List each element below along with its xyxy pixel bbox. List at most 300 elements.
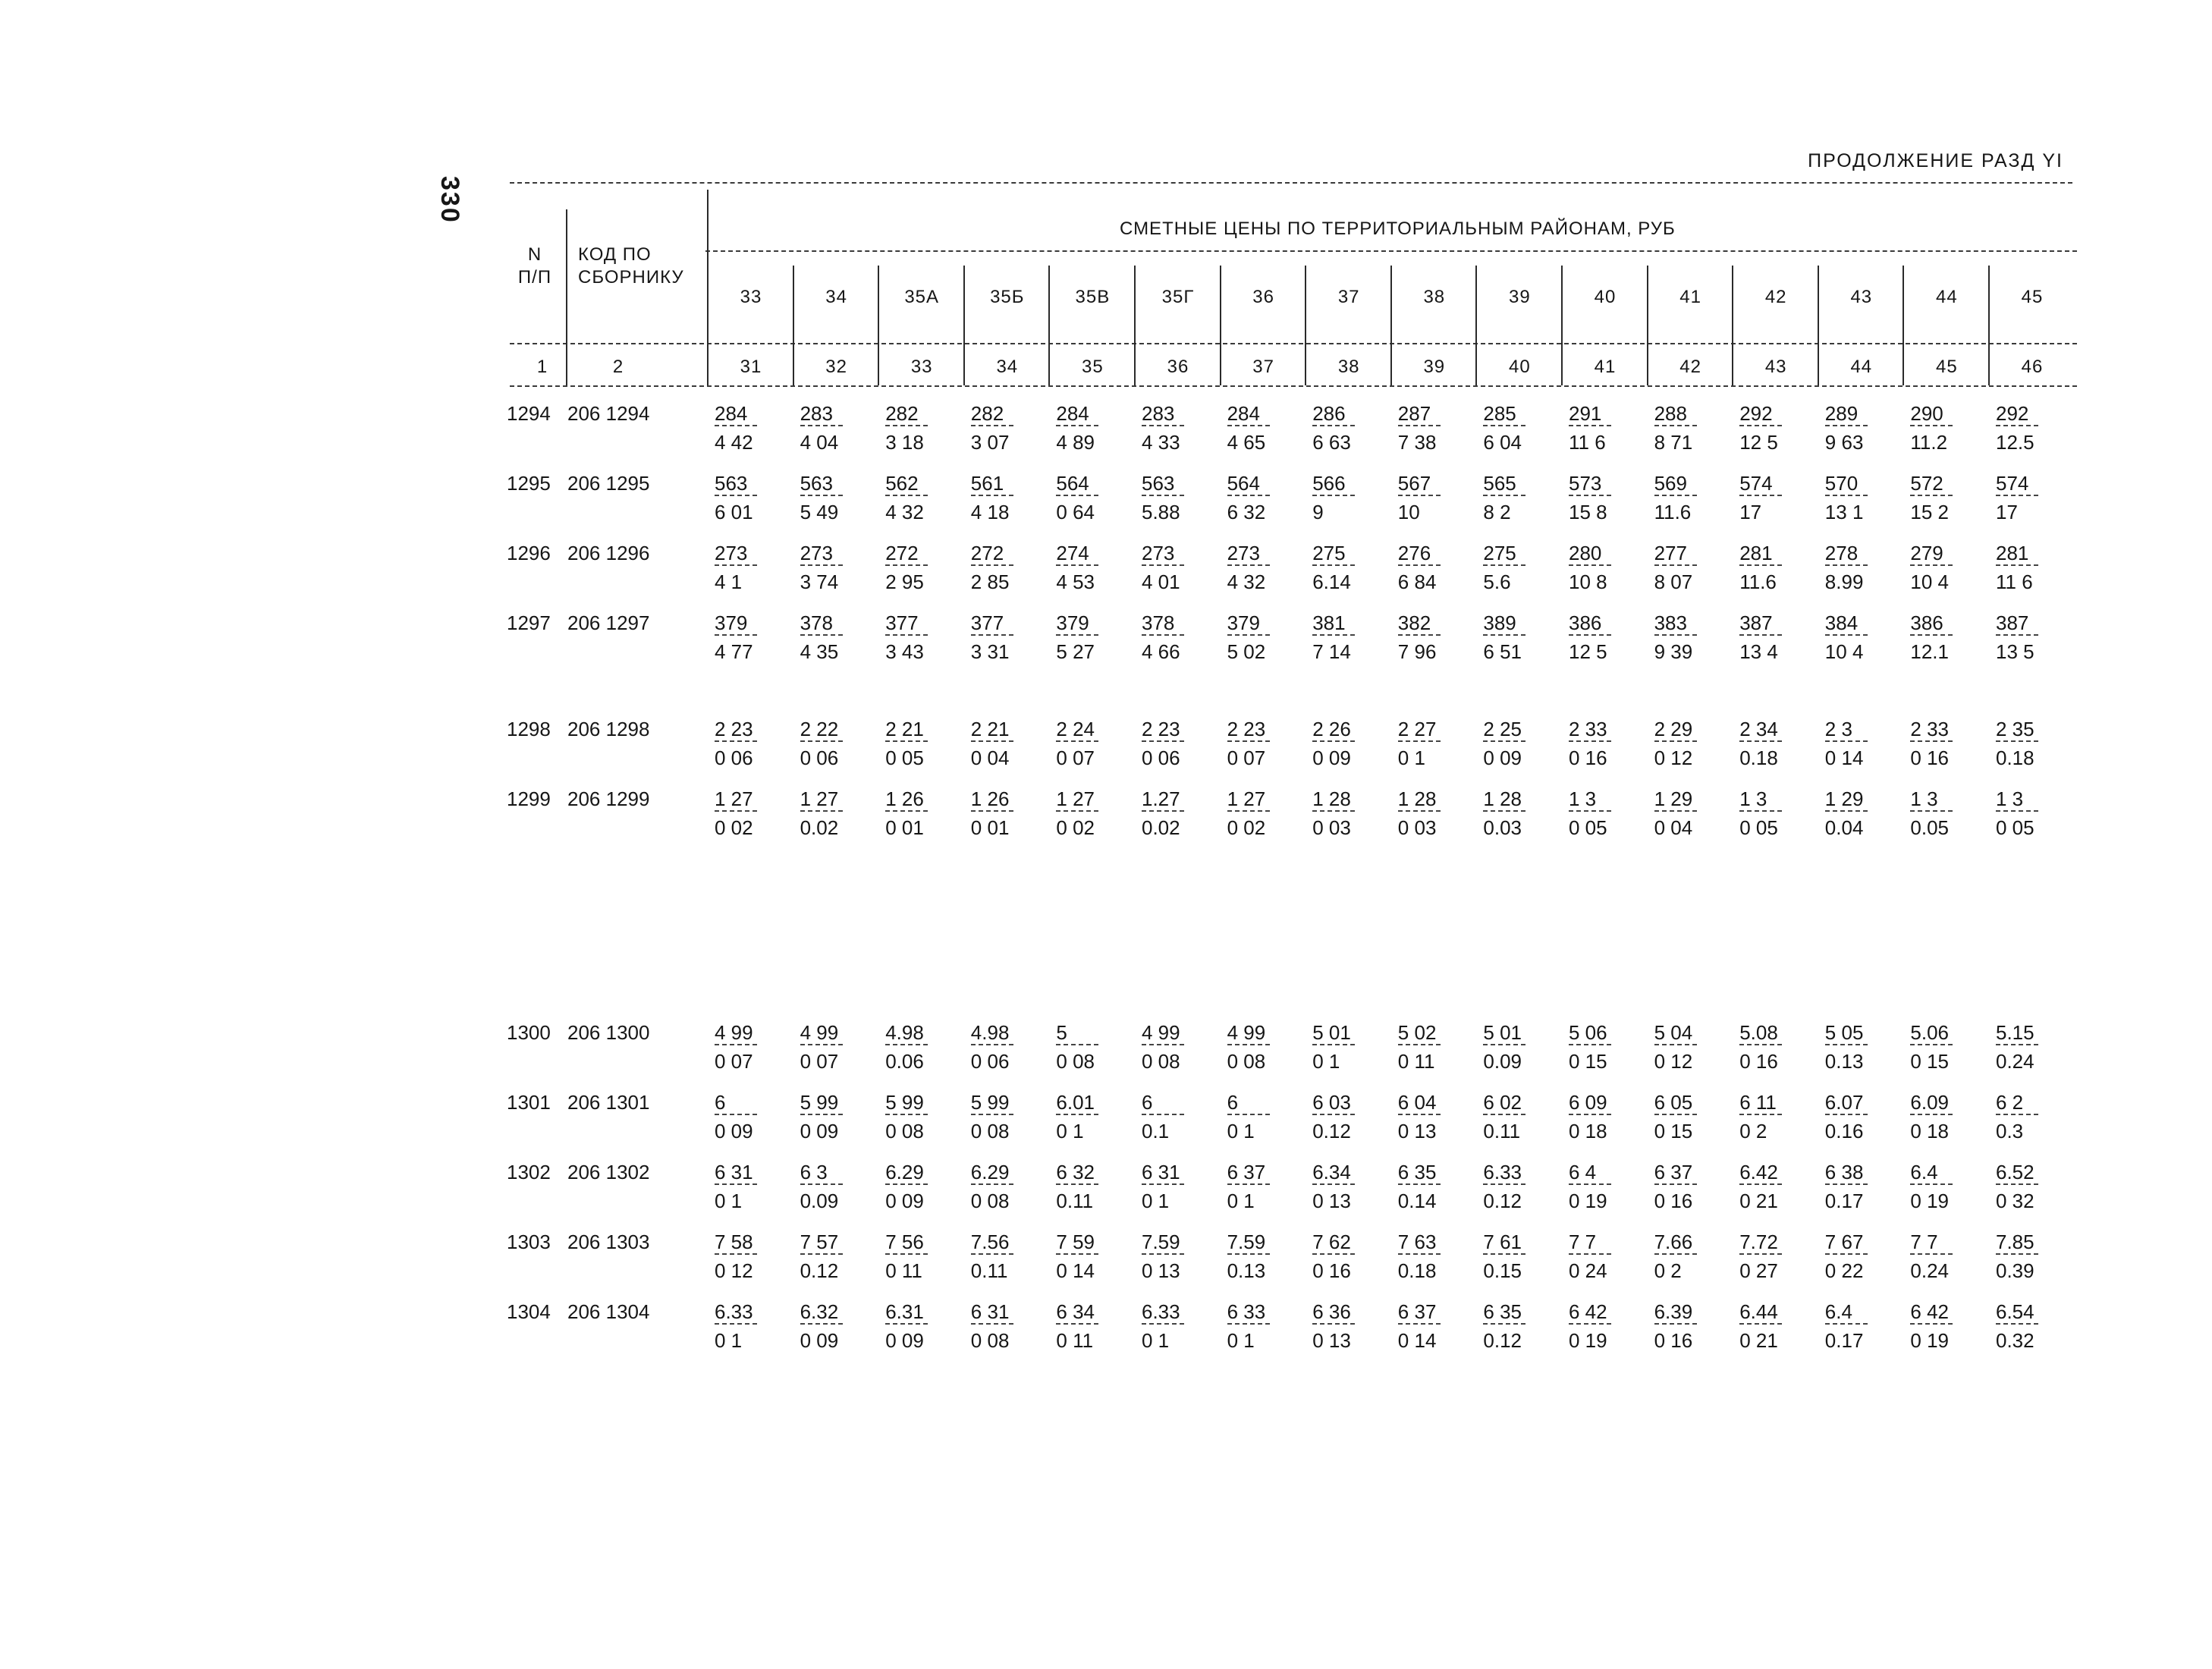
fraction-line [1483, 1114, 1525, 1115]
fraction-line [1739, 810, 1782, 812]
labor-value: 0 01 [885, 816, 924, 839]
labor-value: 0 16 [1569, 746, 1607, 769]
fraction-line [885, 564, 928, 566]
price-value: 569 [1654, 472, 1687, 495]
fraction-line [1910, 564, 1953, 566]
price-value: 6.44 [1739, 1300, 1778, 1323]
price-value: 6.42 [1739, 1161, 1778, 1183]
fraction-line [800, 1044, 843, 1045]
header-group-title: СМЕТНЫЕ ЦЕНЫ ПО ТЕРРИТОРИАЛЬНЫМ РАЙОНАМ, РУБ [1120, 218, 1676, 239]
fraction-line [1739, 1183, 1782, 1185]
price-value: 278 [1824, 542, 1859, 564]
price-value: 272 [970, 542, 1004, 564]
price-value: 1 27 [800, 787, 839, 810]
price-value: 1 3 [1739, 787, 1767, 810]
fraction-line [1739, 1323, 1782, 1325]
price-value: 5 01 [1312, 1021, 1351, 1044]
fraction-line [885, 1044, 928, 1045]
fraction-line [1654, 1253, 1697, 1255]
fraction-line [1227, 425, 1270, 426]
price-value: 565 [1483, 472, 1516, 495]
labor-value: 0.11 [1483, 1120, 1521, 1143]
header-pp: П/П [517, 267, 552, 288]
fraction-line [1996, 810, 2038, 812]
column-number: 31 [740, 357, 762, 377]
price-value: 378 [1142, 611, 1175, 634]
fraction-line [715, 1044, 757, 1045]
continuation-title: ПРОДОЛЖЕНИЕ РАЗД YI [1808, 150, 2063, 171]
price-value: 290 [1910, 402, 1943, 425]
fraction-line [1825, 740, 1868, 742]
column-number: 44 [1850, 357, 1873, 377]
price-value: 377 [885, 611, 919, 634]
labor-value: 0 08 [1056, 1050, 1095, 1073]
fraction-line [1654, 740, 1697, 742]
price-value: 5 06 [1569, 1021, 1607, 1044]
fraction-line [1569, 634, 1611, 636]
price-value: 1.27 [1142, 787, 1180, 810]
price-value: 275 [1483, 542, 1516, 564]
price-value: 574 [1739, 472, 1773, 495]
price-value: 6 09 [1569, 1091, 1607, 1114]
fraction-line [1056, 1253, 1098, 1255]
fraction-line [1483, 740, 1525, 742]
labor-value: 5 27 [1056, 640, 1095, 663]
row-code: 206 1302 [567, 1161, 650, 1183]
price-value: 7.66 [1654, 1231, 1693, 1253]
price-value: 6.31 [885, 1300, 924, 1323]
price-value: 6 4 [1569, 1161, 1597, 1183]
labor-value: 10 [1397, 501, 1420, 523]
labor-value: 13 5 [1996, 640, 2034, 663]
price-value: 7 62 [1312, 1231, 1351, 1253]
price-value: 4.98 [970, 1021, 1010, 1044]
labor-value: 5.6 [1483, 570, 1511, 593]
labor-value: 0 27 [1739, 1259, 1778, 1282]
fraction-line [1910, 1183, 1953, 1185]
header-divider [1048, 266, 1050, 385]
price-value: 7 56 [885, 1231, 924, 1253]
labor-value: 7 14 [1312, 640, 1351, 663]
labor-value: 0 64 [1056, 501, 1095, 523]
price-value: 562 [885, 472, 919, 495]
labor-value: 0 08 [970, 1190, 1010, 1212]
price-value: 287 [1397, 402, 1431, 425]
fraction-line [1398, 810, 1441, 812]
labor-value: 0.14 [1397, 1190, 1437, 1212]
labor-value: 0.09 [800, 1190, 839, 1212]
labor-value: 0 1 [715, 1329, 743, 1352]
labor-value: 0 1 [1227, 1329, 1255, 1352]
labor-value: 0 32 [1996, 1190, 2034, 1212]
fraction-line [1056, 495, 1098, 496]
price-value: 1 28 [1312, 787, 1351, 810]
fraction-line [1996, 1114, 2038, 1115]
labor-value: 0 07 [1227, 746, 1266, 769]
labor-value: 0 04 [1654, 816, 1693, 839]
price-value: 1 28 [1483, 787, 1522, 810]
labor-value: 7 96 [1397, 640, 1437, 663]
fraction-line [1142, 425, 1184, 426]
header-divider [1903, 266, 1904, 385]
fraction-line [1654, 564, 1697, 566]
fraction-line [971, 810, 1013, 812]
labor-value: 4 35 [800, 640, 839, 663]
fraction-line [1056, 564, 1098, 566]
fraction-line [1483, 495, 1525, 496]
labor-value: 0 21 [1739, 1329, 1778, 1352]
labor-value: 0 01 [970, 816, 1010, 839]
row-number: 1299 [507, 787, 551, 810]
price-value: 7.72 [1739, 1231, 1778, 1253]
price-value: 6 31 [970, 1300, 1010, 1323]
fraction-line [1398, 1044, 1441, 1045]
labor-value: 0 16 [1312, 1259, 1351, 1282]
labor-value: 0 1 [1056, 1120, 1084, 1143]
fraction-line [1569, 1323, 1611, 1325]
fraction-line [800, 810, 843, 812]
labor-value: 0 22 [1824, 1259, 1864, 1282]
price-value: 1 28 [1397, 787, 1437, 810]
price-value: 7.85 [1996, 1231, 2034, 1253]
price-value: 566 [1312, 472, 1346, 495]
fraction-line [715, 425, 757, 426]
price-value: 386 [1910, 611, 1943, 634]
fraction-line [1654, 1114, 1697, 1115]
labor-value: 3 43 [885, 640, 924, 663]
region-header: 36 [1252, 287, 1274, 307]
labor-value: 0 05 [1996, 816, 2034, 839]
labor-value: 0 06 [800, 746, 839, 769]
price-value: 572 [1910, 472, 1943, 495]
price-value: 6 2 [1996, 1091, 2024, 1114]
row-code: 206 1297 [567, 611, 650, 634]
labor-value: 0 09 [1312, 746, 1351, 769]
fraction-line [1312, 1253, 1355, 1255]
region-header: 41 [1679, 287, 1701, 307]
price-value: 564 [1227, 472, 1260, 495]
labor-value: 0 08 [885, 1120, 924, 1143]
labor-value: 0.12 [1483, 1190, 1522, 1212]
row-number: 1296 [507, 542, 551, 564]
header-divider [878, 266, 879, 385]
labor-value: 0 02 [1227, 816, 1266, 839]
fraction-line [1996, 1044, 2038, 1045]
row-number: 1297 [507, 611, 551, 634]
labor-value: 17 [1739, 501, 1762, 523]
labor-value: 0.12 [800, 1259, 839, 1282]
price-value: 1 26 [885, 787, 924, 810]
labor-value: 12.5 [1996, 431, 2034, 454]
fraction-line [885, 1323, 928, 1325]
row-code: 206 1303 [567, 1231, 650, 1253]
fraction-line [1483, 634, 1525, 636]
price-value: 563 [1142, 472, 1175, 495]
fraction-line [1825, 1044, 1868, 1045]
fraction-line [1312, 1114, 1355, 1115]
labor-value: 0.11 [1056, 1190, 1094, 1212]
labor-value: 8.99 [1824, 570, 1864, 593]
column-number: 41 [1594, 357, 1617, 377]
price-value: 284 [1227, 402, 1260, 425]
page-number: 330 [435, 176, 464, 224]
fraction-line [1312, 425, 1355, 426]
header-rule [705, 250, 2077, 252]
fraction-line [1483, 1183, 1525, 1185]
price-value: 6.4 [1910, 1161, 1938, 1183]
price-value: 5 02 [1397, 1021, 1437, 1044]
labor-value: 0 05 [1569, 816, 1607, 839]
fraction-line [885, 1253, 928, 1255]
price-value: 6 37 [1227, 1161, 1266, 1183]
labor-value: 0.39 [1996, 1259, 2034, 1282]
labor-value: 4 77 [715, 640, 753, 663]
labor-value: 0 19 [1569, 1329, 1607, 1352]
price-value: 6 [1142, 1091, 1153, 1114]
price-value: 292 [1739, 402, 1773, 425]
price-value: 6.09 [1910, 1091, 1949, 1114]
price-value: 279 [1910, 542, 1943, 564]
price-value: 7.59 [1142, 1231, 1180, 1253]
price-value: 1 27 [1056, 787, 1095, 810]
fraction-line [715, 634, 757, 636]
price-value: 7 7 [1910, 1231, 1938, 1253]
price-value: 274 [1056, 542, 1089, 564]
labor-value: 11.2 [1910, 431, 1948, 454]
fraction-line [1654, 1044, 1697, 1045]
labor-value: 0 09 [800, 1329, 839, 1352]
price-value: 1 3 [1910, 787, 1938, 810]
price-value: 2 23 [1227, 718, 1266, 740]
labor-value: 0 07 [1056, 746, 1095, 769]
region-header: 44 [1936, 287, 1958, 307]
labor-value: 4 18 [970, 501, 1010, 523]
fraction-line [1312, 564, 1355, 566]
labor-value: 11 6 [1996, 570, 2033, 593]
price-value: 563 [800, 472, 833, 495]
fraction-line [1739, 1114, 1782, 1115]
labor-value: 12 5 [1739, 431, 1778, 454]
row-number: 1298 [507, 718, 551, 740]
labor-value: 0.18 [1397, 1259, 1437, 1282]
fraction-line [1569, 1253, 1611, 1255]
price-value: 7 7 [1569, 1231, 1597, 1253]
price-value: 7 61 [1483, 1231, 1522, 1253]
fraction-line [1569, 495, 1611, 496]
header-divider [1134, 266, 1136, 385]
labor-value: 0.09 [1483, 1050, 1522, 1073]
fraction-line [971, 1253, 1013, 1255]
fraction-line [1312, 1183, 1355, 1185]
fraction-line [1654, 425, 1697, 426]
price-value: 573 [1569, 472, 1602, 495]
fraction-line [1142, 634, 1184, 636]
price-value: 387 [1739, 611, 1773, 634]
price-value: 6 42 [1910, 1300, 1949, 1323]
labor-value: 5 49 [800, 501, 839, 523]
row-code: 206 1294 [567, 402, 650, 425]
fraction-line [1398, 740, 1441, 742]
labor-value: 0 21 [1739, 1190, 1778, 1212]
price-value: 563 [715, 472, 748, 495]
price-value: 574 [1996, 472, 2029, 495]
price-value: 7 63 [1397, 1231, 1437, 1253]
fraction-line [971, 495, 1013, 496]
labor-value: 0 05 [1739, 816, 1778, 839]
price-value: 1 29 [1824, 787, 1864, 810]
header-divider [1390, 266, 1392, 385]
fraction-line [1142, 810, 1184, 812]
labor-value: 11.6 [1654, 501, 1692, 523]
header-divider [1220, 266, 1221, 385]
fraction-line [715, 1253, 757, 1255]
price-value: 379 [1227, 611, 1260, 634]
labor-value: 0 1 [1397, 746, 1425, 769]
labor-value: 15 8 [1569, 501, 1607, 523]
fraction-line [1996, 1253, 2038, 1255]
price-value: 275 [1312, 542, 1346, 564]
price-value: 285 [1483, 402, 1516, 425]
column-number: 43 [1764, 357, 1787, 377]
fraction-line [1398, 1183, 1441, 1185]
price-value: 6.52 [1996, 1161, 2034, 1183]
fraction-line [1569, 425, 1611, 426]
fraction-line [885, 810, 928, 812]
region-header: 33 [740, 287, 762, 307]
labor-value: 10 8 [1569, 570, 1607, 593]
labor-value: 0.02 [1142, 816, 1180, 839]
price-value: 387 [1996, 611, 2029, 634]
fraction-line [885, 1183, 928, 1185]
price-value: 378 [800, 611, 833, 634]
labor-value: 4 01 [1142, 570, 1180, 593]
labor-value: 9 39 [1654, 640, 1693, 663]
labor-value: 0 2 [1654, 1259, 1682, 1282]
fraction-line [1996, 740, 2038, 742]
fraction-line [1398, 1114, 1441, 1115]
labor-value: 0 06 [1142, 746, 1180, 769]
fraction-line [1142, 1323, 1184, 1325]
price-value: 2 23 [1142, 718, 1180, 740]
labor-value: 0.11 [970, 1259, 1008, 1282]
price-value: 2 35 [1996, 718, 2034, 740]
price-value: 2 23 [715, 718, 753, 740]
fraction-line [1227, 1253, 1270, 1255]
labor-value: 0 16 [1739, 1050, 1778, 1073]
labor-value: 0 13 [1312, 1190, 1351, 1212]
fraction-line [885, 634, 928, 636]
labor-value: 3 18 [885, 431, 924, 454]
price-value: 1 26 [970, 787, 1010, 810]
fraction-line [1569, 810, 1611, 812]
price-value: 561 [970, 472, 1004, 495]
labor-value: 0 07 [800, 1050, 839, 1073]
price-value: 272 [885, 542, 919, 564]
region-header: 35Г [1161, 287, 1195, 307]
fraction-line [1227, 810, 1270, 812]
labor-value: 0 07 [715, 1050, 753, 1073]
labor-value: 0 04 [970, 746, 1010, 769]
price-value: 6 03 [1312, 1091, 1351, 1114]
labor-value: 0 12 [715, 1259, 753, 1282]
column-number: 34 [996, 357, 1019, 377]
labor-value: 4 66 [1142, 640, 1180, 663]
labor-value: 0 11 [1056, 1329, 1094, 1352]
price-value: 1 3 [1569, 787, 1597, 810]
price-value: 281 [1739, 542, 1773, 564]
price-value: 377 [970, 611, 1004, 634]
fraction-line [1569, 740, 1611, 742]
labor-value: 6 04 [1483, 431, 1522, 454]
price-value: 6 33 [1227, 1300, 1266, 1323]
labor-value: 4 42 [715, 431, 753, 454]
column-number: 46 [2021, 357, 2044, 377]
price-value: 286 [1312, 402, 1346, 425]
fraction-line [1825, 1183, 1868, 1185]
price-value: 289 [1824, 402, 1859, 425]
labor-value: 9 [1312, 501, 1324, 523]
price-value: 7 58 [715, 1231, 753, 1253]
labor-value: 0 09 [715, 1120, 753, 1143]
fraction-line [1569, 564, 1611, 566]
fraction-line [1825, 810, 1868, 812]
fraction-line [1227, 1183, 1270, 1185]
fraction-line [1312, 495, 1355, 496]
labor-value: 8 07 [1654, 570, 1693, 593]
labor-value: 6 63 [1312, 431, 1351, 454]
fraction-line [1910, 495, 1953, 496]
fraction-line [1398, 634, 1441, 636]
labor-value: 5.88 [1142, 501, 1180, 523]
labor-value: 4 65 [1227, 431, 1266, 454]
labor-value: 0 08 [970, 1329, 1010, 1352]
price-value: 1 27 [715, 787, 753, 810]
region-header: 43 [1850, 287, 1873, 307]
labor-value: 0.24 [1996, 1050, 2034, 1073]
fraction-line [1398, 495, 1441, 496]
fraction-line [971, 634, 1013, 636]
column-number: 38 [1337, 357, 1360, 377]
fraction-line [1996, 1323, 2038, 1325]
row-number: 1300 [507, 1021, 551, 1044]
header-divider [1305, 266, 1306, 385]
column-number: 33 [910, 357, 933, 377]
price-value: 281 [1996, 542, 2029, 564]
row-number: 1295 [507, 472, 551, 495]
header-divider [1818, 266, 1819, 385]
region-header: 40 [1594, 287, 1617, 307]
column-number: 1 [536, 357, 548, 377]
price-value: 2 26 [1312, 718, 1351, 740]
labor-value: 0.18 [1739, 746, 1778, 769]
fraction-line [1739, 634, 1782, 636]
fraction-line [1996, 564, 2038, 566]
fraction-line [1312, 634, 1355, 636]
labor-value: 13 4 [1739, 640, 1778, 663]
fraction-line [800, 1253, 843, 1255]
fraction-line [1569, 1114, 1611, 1115]
column-number: 39 [1423, 357, 1446, 377]
row-code: 206 1301 [567, 1091, 650, 1114]
fraction-line [800, 1183, 843, 1185]
row-code: 206 1304 [567, 1300, 650, 1323]
fraction-line [715, 1183, 757, 1185]
fraction-line [1142, 1044, 1184, 1045]
fraction-line [1739, 425, 1782, 426]
fraction-line [1227, 1323, 1270, 1325]
labor-value: 0 19 [1569, 1190, 1607, 1212]
price-value: 5 99 [970, 1091, 1010, 1114]
